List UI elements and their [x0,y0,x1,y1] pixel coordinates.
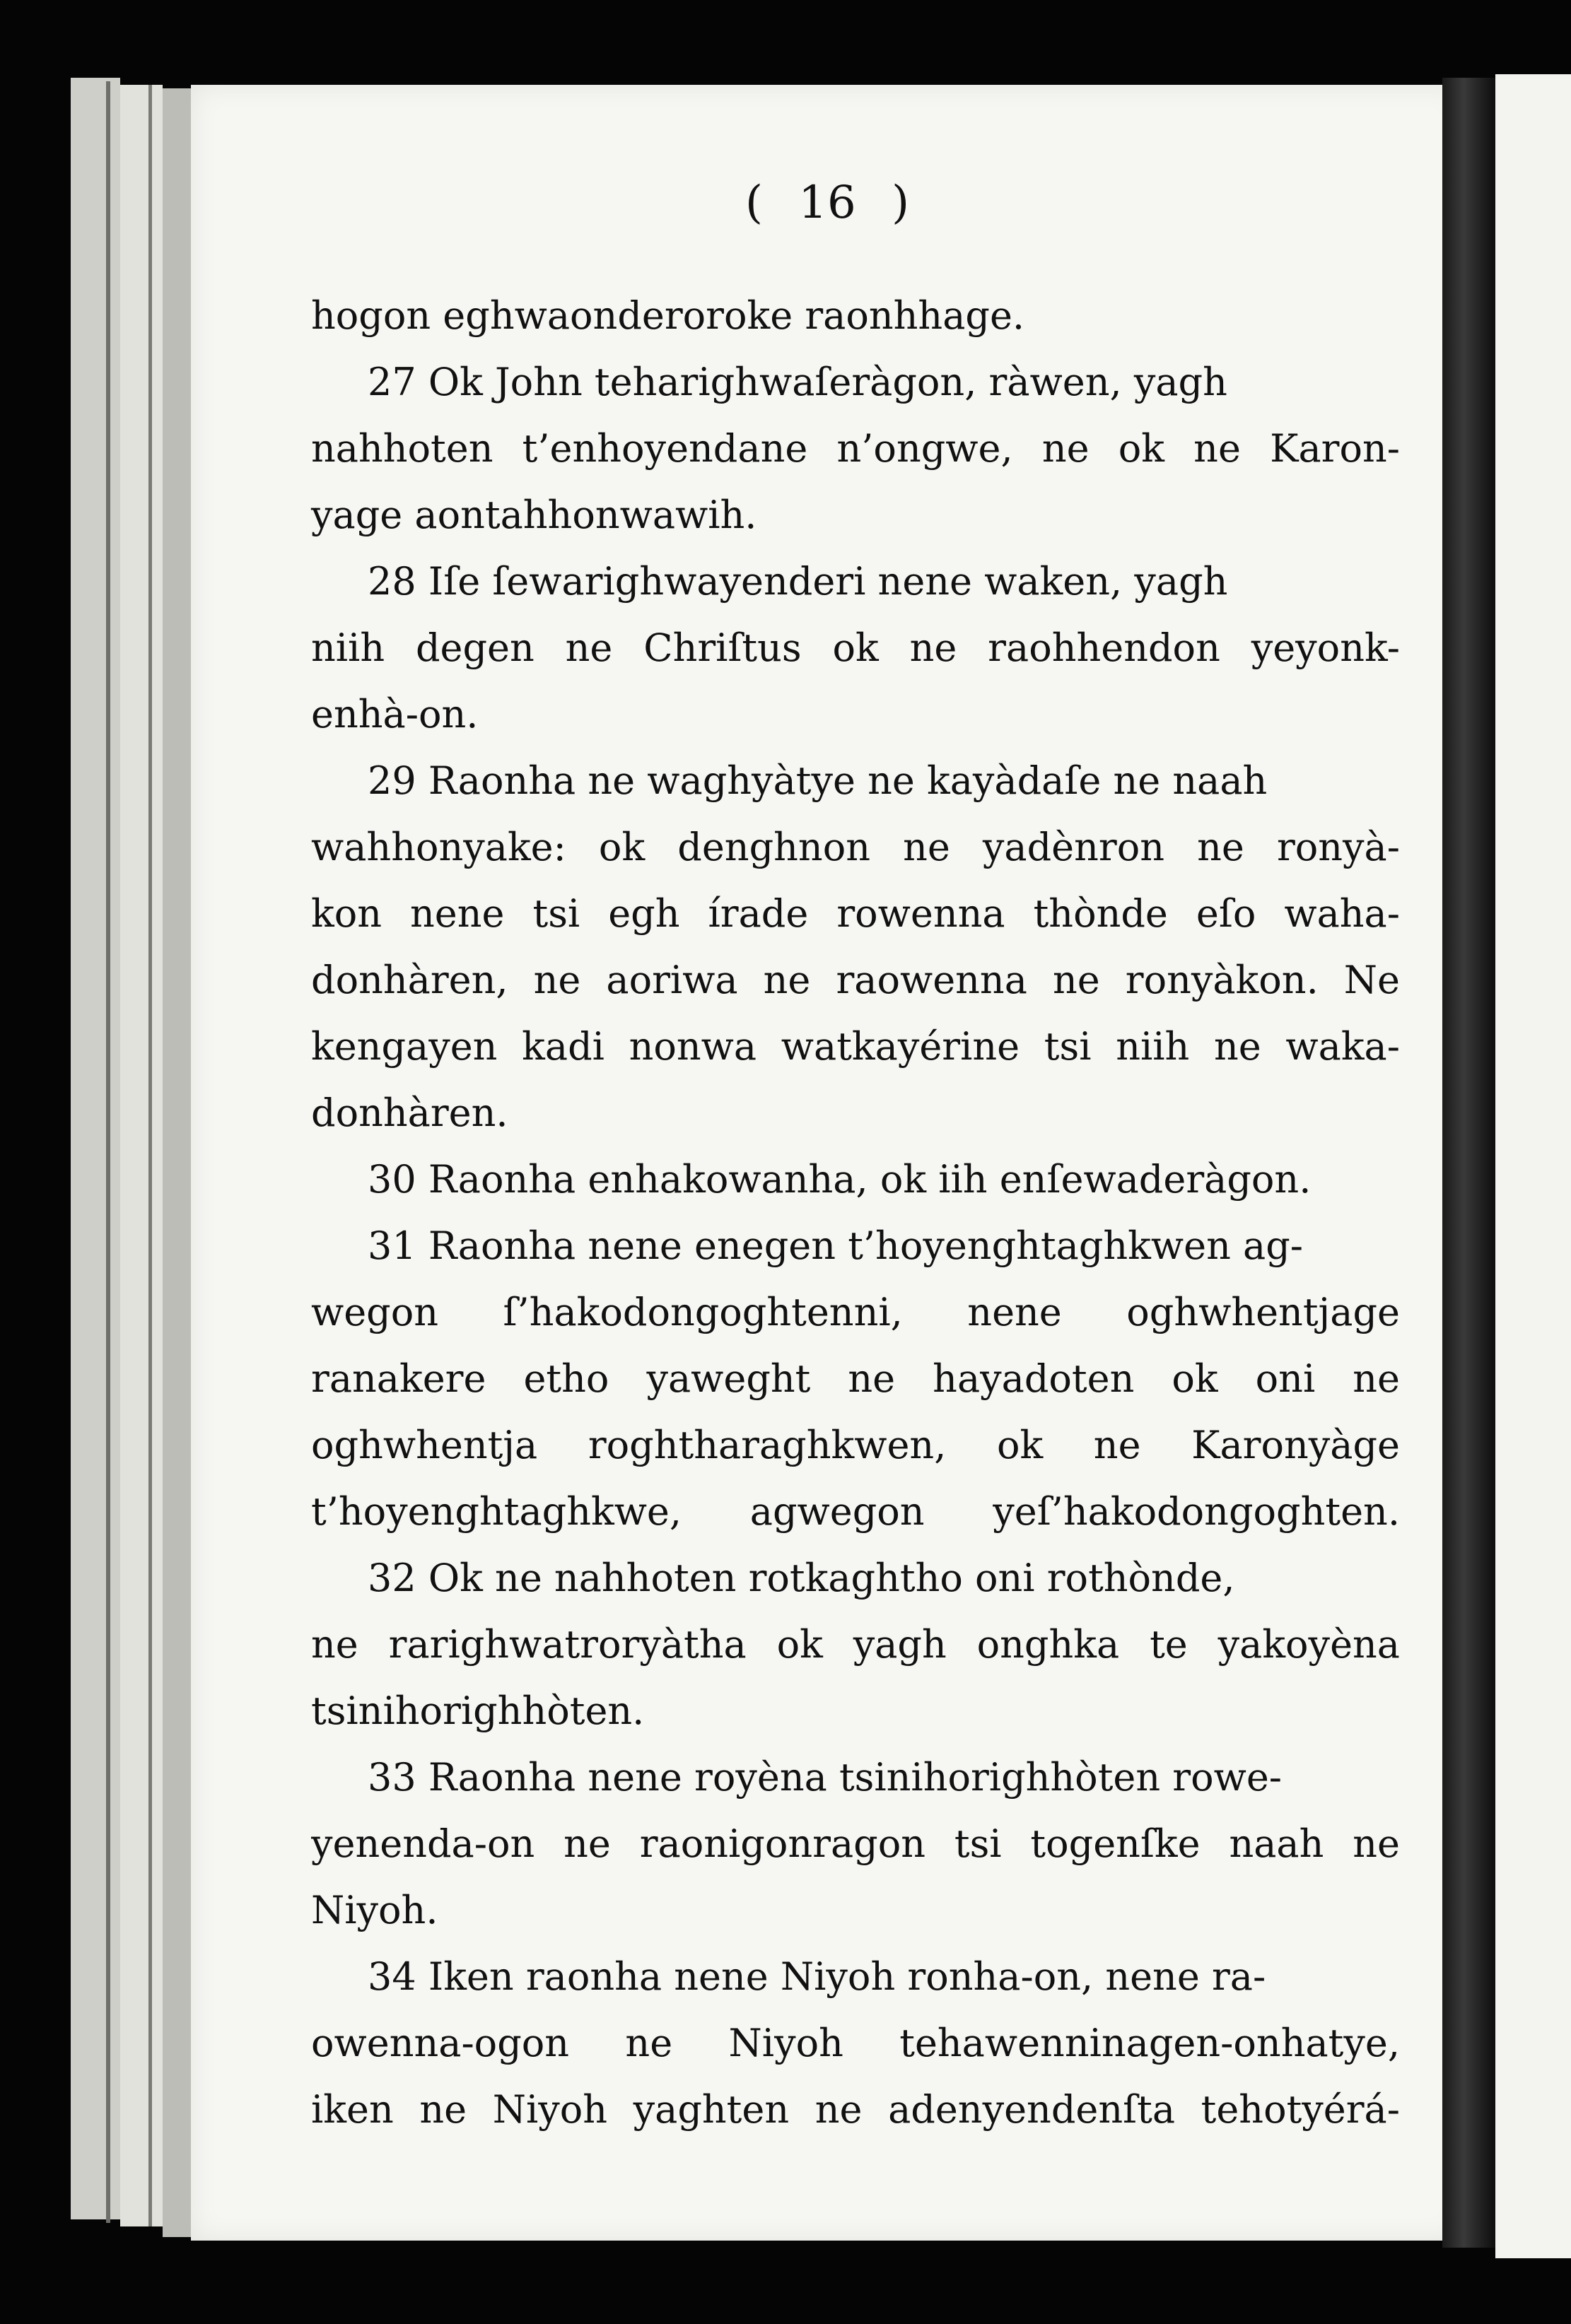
page-edge-line [148,85,152,2226]
text-line: ne rarighwatroryàtha ok yagh onghka te yakoyèna [311,1622,1400,1667]
text-line: oghwhentja roghtharaghkwen, ok ne Karonyàge [311,1423,1400,1467]
facing-page-edge [1495,74,1571,2258]
text-line: ranakere etho yaweght ne hayadoten ok oni ne [311,1356,1400,1401]
text-line: 34 Iken raonha nene Niyoh ronha-on, nene ra- [368,1954,1266,1999]
text-line: kengayen kadi nonwa watkayérine tsi niih ne waka- [311,1024,1400,1069]
text-line: 31 Raonha nene enegen t’hoyenghtaghkwen ag- [368,1223,1304,1268]
text-line: Niyoh. [311,1888,438,1932]
book-gutter [1442,78,1495,2248]
text-line: yage aontahhonwawih. [311,493,757,537]
page-edge-line [106,81,110,2223]
text-line: 29 Raonha ne waghyàtye ne kayàdaſe ne naah [368,758,1268,803]
page-edge-stack [71,78,120,2219]
text-line: tsinihorighhòten. [311,1689,645,1733]
text-line: owenna-ogon ne Niyoh tehawenninagen-onhatye, [311,2021,1400,2065]
text-line: hogon eghwaonderoroke raonhhage. [311,293,1025,338]
text-line: donhàren, ne aoriwa ne raowenna ne ronyàkon. Ne [311,958,1400,1002]
text-line: nahhoten t’enhoyendane n’ongwe, ne ok ne Karon- [311,426,1400,471]
text-line: iken ne Niyoh yaghten ne adenyendenſta tehotyérá- [311,2087,1400,2132]
text-line: wegon ſ’hakodongoghtenni, nene oghwhentjage [311,1290,1400,1334]
text-line: 27 Ok John teharighwaſeràgon, ràwen, yagh [368,360,1227,404]
text-line: yenenda-on ne raonigonragon tsi togenſke naah ne [311,1821,1400,1866]
text-line: niih degen ne Chriſtus ok ne raohhendon yeyonk- [311,626,1400,670]
text-line: 28 Iſe ſewarighwayenderi nene waken, yagh [368,559,1228,604]
page-edge-stack [120,85,163,2226]
text-line: 33 Raonha nene royèna tsinihorighhòten rowe- [368,1755,1283,1800]
text-line: wahhonyake: ok denghnon ne yadènron ne ronyà- [311,825,1400,869]
text-line: kon nene tsi egh írade rowenna thònde eſo waha- [311,891,1400,936]
text-line: t’hoyenghtaghkwe, agwegon yeſ’hakodongoghten. [311,1489,1400,1534]
text-line: 32 Ok ne nahhoten rotkaghtho oni rothònde, [368,1556,1235,1600]
page-edge-stack [163,88,191,2237]
text-line: 30 Raonha enhakowanha, ok iih enſewaderàgon. [368,1157,1312,1202]
body-text [311,283,1400,2143]
page-number: ( 16 ) [744,177,910,229]
text-line: enhà-on. [311,692,479,736]
text-line: donhàren. [311,1091,508,1135]
